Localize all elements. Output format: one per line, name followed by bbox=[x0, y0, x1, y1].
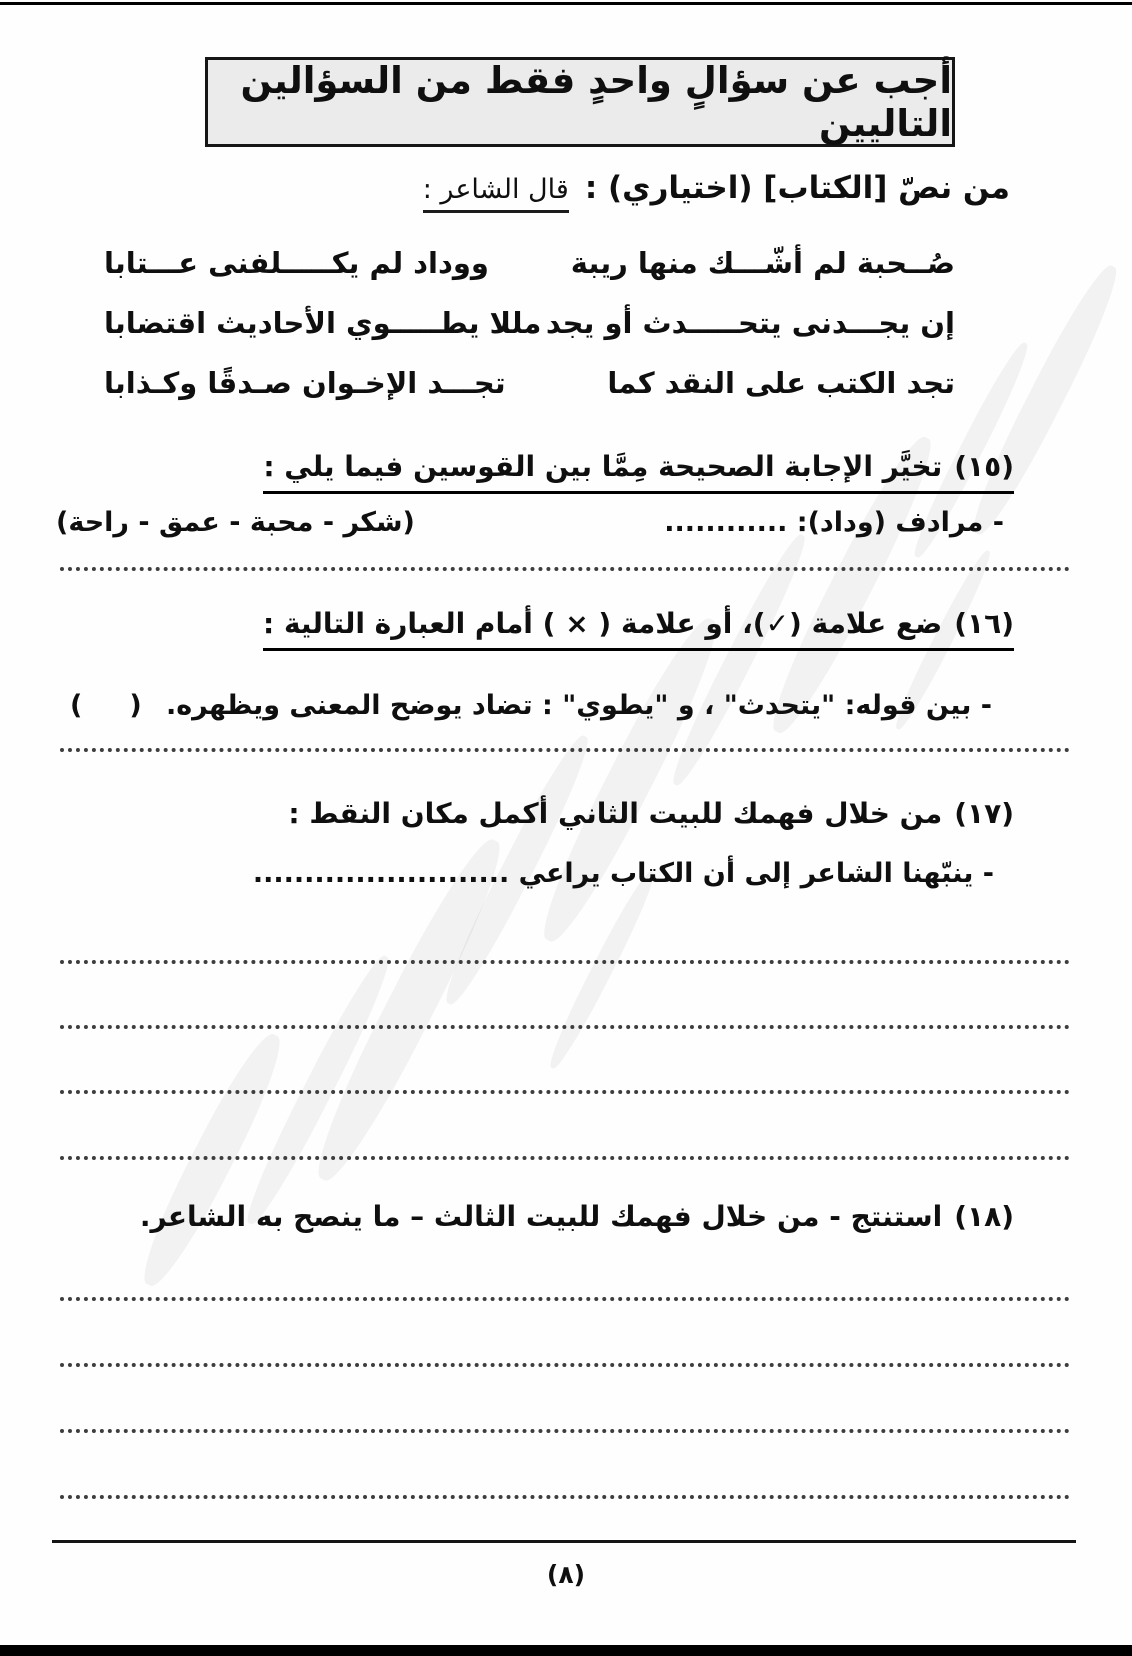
instruction-text: أجب عن سؤالٍ واحدٍ فقط من السؤالين التاليين bbox=[240, 59, 952, 145]
verse-1-second-hemistich: ووداد لم يكـــــلفنى عـــتابا bbox=[104, 246, 489, 280]
question-15-item: - مرادف (وداد): ............ bbox=[664, 507, 1004, 538]
text-source-label: من نصّ [الكتاب] (اختياري) : bbox=[584, 170, 1010, 206]
verse-3-first-hemistich: تجد الكتب على النقد كما bbox=[607, 366, 955, 400]
verse-3-second-hemistich: تجـــد الإخـوان صـدقًا وكـذابا bbox=[104, 366, 506, 400]
answer-line bbox=[60, 1090, 1070, 1094]
answer-line bbox=[60, 1363, 1070, 1367]
answer-line bbox=[60, 1429, 1070, 1433]
question-18-number: (١٨) bbox=[954, 1200, 1014, 1233]
answer-line bbox=[60, 1297, 1070, 1301]
question-15-heading bbox=[263, 450, 1014, 494]
question-15-choices: (شكر - محبة - عمق - راحة) bbox=[56, 507, 415, 538]
question-15-title: تخيَّر الإجابة الصحيحة مِمَّا بين القوسين فيما يلي : bbox=[263, 450, 943, 483]
question-15-item-row bbox=[56, 507, 1004, 538]
answer-line bbox=[60, 1495, 1070, 1499]
poet-said-label: قال الشاعر : bbox=[423, 174, 569, 213]
question-16-title: ضع علامة (✓)، أو علامة ( × ) أمام العبارة التالية : bbox=[263, 607, 943, 640]
page-number-text: (٨) bbox=[546, 1560, 586, 1589]
question-17-number: (١٧) bbox=[954, 797, 1014, 830]
poem-verse-1 bbox=[104, 246, 955, 290]
intro-line bbox=[423, 170, 1010, 213]
poem-verse-3 bbox=[104, 366, 955, 410]
footer-divider-line bbox=[52, 1540, 1076, 1543]
poem-verse-2 bbox=[104, 306, 955, 350]
verse-2-first-hemistich: إن يجـــدنى يتحـــــدث أو يجد bbox=[545, 306, 955, 340]
question-18-heading bbox=[140, 1200, 1014, 1233]
question-17-prompt-text: - ينبّهنا الشاعر إلى أن الكتاب يراعي ......................... bbox=[252, 858, 994, 889]
instruction-banner bbox=[205, 57, 955, 147]
verse-2-second-hemistich: مللا يطـــــوي الأحاديث اقتضابا bbox=[104, 306, 542, 340]
page-number bbox=[0, 1560, 1132, 1589]
question-16-number: (١٦) bbox=[954, 607, 1014, 640]
question-15-number: (١٥) bbox=[954, 450, 1014, 483]
question-16-statement-row bbox=[70, 690, 992, 721]
bottom-black-bar bbox=[0, 1645, 1132, 1656]
question-16-heading bbox=[263, 607, 1014, 651]
answer-line bbox=[60, 1156, 1070, 1160]
poem bbox=[104, 246, 955, 426]
answer-line bbox=[60, 1025, 1070, 1029]
top-border-line bbox=[0, 2, 1132, 5]
answer-checkbox-parens: ( ) bbox=[70, 690, 142, 721]
answer-line bbox=[60, 567, 1070, 571]
answer-line bbox=[60, 748, 1070, 752]
question-17-title: من خلال فهمك للبيت الثاني أكمل مكان النقط : bbox=[288, 797, 943, 830]
question-17-heading bbox=[288, 797, 1014, 830]
verse-1-first-hemistich: صُــحبة لم أشّـــك منها ريبة bbox=[570, 246, 955, 280]
question-16-statement: - بين قوله: "يتحدث" ، و "يطوي" : تضاد يوضح المعنى ويظهره. bbox=[165, 690, 992, 721]
question-18-title: استنتج - من خلال فهمك للبيت الثالث – ما ينصح به الشاعر. bbox=[139, 1200, 943, 1233]
answer-line bbox=[60, 960, 1070, 964]
question-17-prompt bbox=[253, 858, 994, 889]
